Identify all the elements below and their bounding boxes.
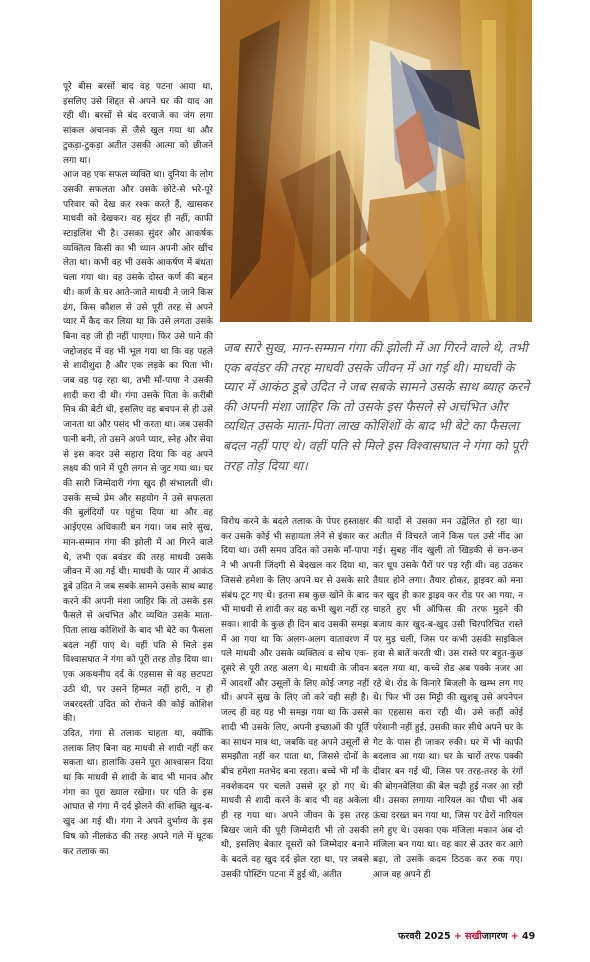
page-number: 49 [522,931,536,942]
article-paragraph: आज वह एक सफल व्यक्ति था। दुनिया के लोग उसकी सफलता और उसके छोटे-से भरे-पूरे परिवार को देख कर रश्क करते हैं, खासकर माधवी को देखकर। वह सुंदर ही नहीं, काफी स्टाइलिश भी है। उसका सुंदर और आकर्षक व्यक्तित्व किसी का भी ध्यान अपनी ओर खींच लेता था। कभी वह भी उसके आकर्षण में बंधता चला गया था। वह उसके दोस्त कर्ण की बहन थी। कर्ण के घर आते-जाते माधवी ने जाने किस ढंग, किस कौशल से उसे पूरी तरह से अपने प्यार में कैद कर लिया था कि उसे लगता उसके बिना वह जी ही नहीं पाएगा। फिर उसे पाने की जद्दोजहद में वह भी भूल गया था कि वह पहले से शादीशुदा है और एक लड़के का पिता भी। जब वह पढ़ रहा था, तभी माँ-पापा ने उसकी शादी करा दी थी। गंगा उसके पिता के करीबी मित्र की बेटी थी, इसलिए वह बचपन से ही उसे जानता था और पसंद भी करता था। जब उसकी पत्नी बनी, तो उसने अपने प्यार, स्नेह और सेवा से इस कदर उसे सहारा दिया कि वह अपने लक्ष्य की पाने में पूरी लगन से जुट गया था। घर की सारी जिम्मेदारी गंगा खुद ही संभालती थी। उसके सच्चे प्रेम और सहयोग ने उसे सफलता की बुलंदियों पर पहुंचा दिया था और वह आईएएस अधिकारी बन गया। जब सारे सुख, मान-सम्मान गंगा की झोली में आ गिरने वाले थे, तभी एक बवंडर की तरह माधवी उसके जीवन में आ गई थी। माधवी के प्यार में आकंठ डूबे उदित ने जब सबके सामने उसके साथ ब्याह करने की अपनी मंशा जाहिर कि तो उसके इस फैसले से अचंभित और व्यथित उसके माता-पिता लाख कोशिशों के बाद भी बेटे का फैसला बदल नहीं पाए थे। वहीं पति से मिले इस विश्वासघात ने गंगा को पूरी तरह तोड़ दिया था। एक अकथनीय दर्द के एहसास से वह छटपटा उठी थी, पर उसने हिम्मत नहीं हारी, न ही जबरदस्ती उदित को रोकने की कोई कोशिश की। [63,170,213,725]
abstract-painting-image [220,0,532,322]
article-column-1 [63,80,213,920]
article-paragraph: की यादों से उसका मन उद्वेलित हो रहा था। अतीत में विचरते जाने किस पल उसे नींद आ गई। सुबह नींद खुली तो खिड़की से छन-छन कर धूप उसके पैरों पर पड़ रही थी। वह उठकर तैयार होने लगा। तैयार होकर, ड्राइवर को मना कर खुद ही कार ड्राइव कर रोड पर आ गया, न चाहते हुए भी ऑफिस की तरफ मुड़ने की बजाय कार खुद-ब-खुद उसी चिरपरिचित रास्ते पर मुड़ चली, जिस पर कभी उसकी साइकिल हवा से बातें करती थी। उस रास्ते पर बहुत-कुछ बदल गया था, कच्चे रोड अब पक्के नजर आ रहे थे। रोड के किनारे बिजली के खम्भ लग गए थे। फिर भी उस मिट्टी की खुशबू उसे अपनेपन का एहसास करा रही थी। उसे कहीं कोई परेशानी नहीं हुई, उसकी कार सीधे अपने घर के गेट के पास ही जाकर रुकी। घर में भी काफी बदलाव आ गया था। घर के चारों तरफ पक्की दीवार बन गई थी, जिस पर तरह-तरह के रंगों की बोगनवेलिया की बेल चढ़ी हुई नजर आ रही थी। उसका लगाया नारियल का पौधा भी अब ऊंचा दरख्त बन गया था, जिस पर ढेरों नारियल लगे हुए थे। उसका एक मंजिला मकान अब दो मंजिला बन गया था। वह कार से उतर कर आगे बढ़ा, तो उसके कदम ठिठक कर रुक गए। आज वह अपने ही [373,517,523,880]
article-paragraph: उदित, गंगा से तलाक चाहता था, क्योंकि तलाक लिए बिना वह माधवी से शादी नहीं कर सकता था। हालांकि उसने पूरा आश्वासन दिया था कि माधवी से शादी के बाद भी मानव और गंगा का पूरा ख्याल रखेगा। पर पति के इस आघात से गंगा में दर्द झेलने की शक्ति खुद-ब-खुद आ गई थी। गंगा ने अपने दुर्भाग्य के इस विष को नीलकंठ की तरह अपने गले में घूटक कर तलाक का [63,728,213,857]
magazine-name-suffix: जागरण [481,931,508,942]
article-column-2 [221,515,369,915]
footer-separator: + [507,931,523,942]
pull-quote: जब सारे सुख, मान-सम्मान गंगा की झोली में आ गिरने वाले थे, तभी एक बवंडर की तरह माधवी उसके जीवन में आ गई थी। माधवी के प्यार में आकंठ डूबे उदित ने जब सबके सामने उसके साथ ब्याह करने की अपनी मंशा जाहिर कि तो उसके इस फैसले से अचंभित और व्यथित उसके माता-पिता लाख कोशिशों के बाद भी बेटे का फैसला बदल नहीं पाए थे। वहीं पति से मिले इस विश्वासघात ने गंगा को पूरी तरह तोड़ दिया था। [223,340,530,473]
page-footer [398,929,536,945]
decorative-wave-divider [222,503,532,509]
magazine-name: सखी [465,931,482,942]
article-paragraph: विरोध करने के बदले तलाक के पेपर हस्ताक्षर कर उसके कोई भी सहायता लेने से इंकार कर दिया था। उसी समय उदित को उसके माँ-पापा ने भी अपनी जिंदगी से बेदखल कर दिया था, जिससे हमेशा के लिए अपने घर से उसके सारे संबंध टूट गए थे। इतना सब कुछ खोने के बाद भी माधवी से शादी कर वह कभी खुश नहीं रह सका। शादी के कुछ ही दिन बाद उसकी समझ में आ गया था कि अलग-अलग वातावरण में पले माधवी और उसके व्यक्तित्व व सोच एक-दूसरे से पूरी तरह अलग थे। माधवी के जीवन में आदर्शों और उसूलों के लिए कोई जगह नहीं थी। अपने सुख के लिए जो करे वही सही है। जल्द ही वह यह भी समझ गया था कि उससे शादी भी उसके लिए, अपनी इच्छाओं की पूर्ति का साधन मात्र था, जबकि वह अपने उसूलों से समझौता नहीं कर पाता था, जिससे दोनों के बीच हमेशा मतभेद बना रहता। बच्चे भी माँ के नक्शेकदम पर चलते उससे दूर हो गए थे। माधवी से शादी करने के बाद भी वह अकेला ही रह गया था। अपने जीवन के इस तरह बिखर जाने की पूरी जिम्मेदारी भी तो उसकी थी, इसलिए बेकार दूसरों को जिम्मेदार बनाने के बदले वह खुद दर्द झेल रहा था, पर जबसे उसकी पोस्टिंग पटना में हुई थी, अतीत [221,517,369,880]
decorative-wave-divider [222,326,532,332]
issue-date: फरवरी 2025 [398,931,451,942]
article-column-3 [373,515,523,915]
footer-separator: + [450,931,466,942]
article-paragraph: पूरे बीस बरसों बाद वह पटना आया था, इसलिए उसे शिद्दत से अपने घर की याद आ रही थी। बरसों से बंद दरवाजे का जंग लगा सांकल अचानक से जैसे खुल गया था और टुकड़ा-टुकड़ा अतीत उसकी आत्मा को छीजने लगा था। [63,82,213,166]
